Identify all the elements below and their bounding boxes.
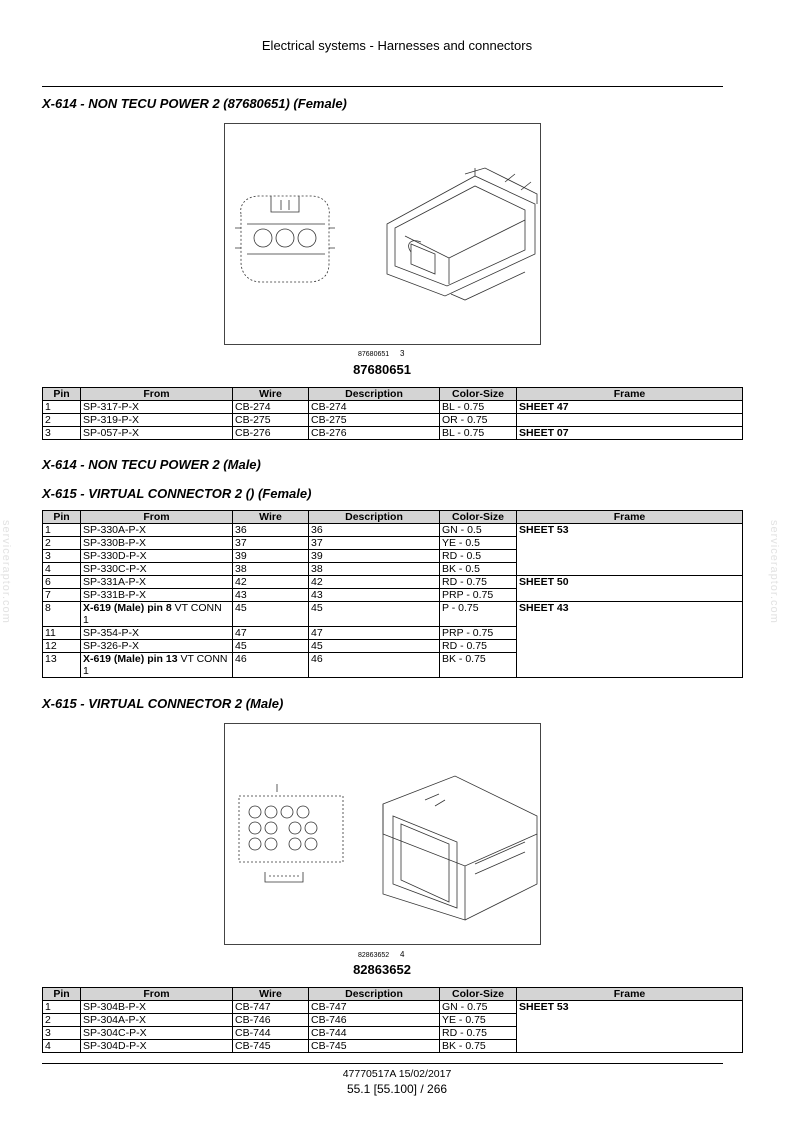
cell-from: SP-304D-P-X (81, 1040, 233, 1053)
table-header-row (43, 388, 743, 401)
cell-frame: SHEET 50 (517, 576, 743, 602)
col-header-wire: Wire (233, 988, 309, 1001)
col-header-description: Description (309, 988, 440, 1001)
cell-pin: 1 (43, 401, 81, 414)
cell-wire: 42 (233, 576, 309, 589)
cell-pin: 1 (43, 1001, 81, 1014)
cell-color-size: BK - 0.5 (440, 563, 517, 576)
cell-from: SP-330A-P-X (81, 524, 233, 537)
cell-from (81, 602, 233, 627)
cell-color-size: BL - 0.75 (440, 401, 517, 414)
figure-part-number: 87680651 (353, 362, 411, 377)
pin-table-x615-male (42, 987, 743, 1053)
cell-frame: SHEET 07 (517, 427, 743, 440)
connector-figure-82863652 (224, 723, 541, 945)
header-rule (42, 86, 723, 87)
connector-figure-87680651 (224, 123, 541, 345)
cell-pin: 11 (43, 627, 81, 640)
cell-wire: 38 (233, 563, 309, 576)
table-row (43, 414, 743, 427)
section-title-x615-male: X-615 - VIRTUAL CONNECTOR 2 (Male) (42, 696, 284, 711)
cell-frame: SHEET 43 (517, 602, 743, 678)
cell-from: SP-330B-P-X (81, 537, 233, 550)
cell-from: SP-330D-P-X (81, 550, 233, 563)
footer-doc-id: 47770517A 15/02/2017 (342, 1068, 452, 1080)
cell-pin: 4 (43, 563, 81, 576)
col-header-wire: Wire (233, 511, 309, 524)
cell-from: SP-330C-P-X (81, 563, 233, 576)
col-header-from: From (81, 988, 233, 1001)
cell-pin: 4 (43, 1040, 81, 1053)
cell-color-size: GN - 0.5 (440, 524, 517, 537)
cell-description: 36 (309, 524, 440, 537)
cell-color-size: PRP - 0.75 (440, 589, 517, 602)
footer-rule (42, 1063, 723, 1064)
cell-description: 43 (309, 589, 440, 602)
cell-wire: CB-744 (233, 1027, 309, 1040)
connector-ref-suffix: VT CONN 1 (83, 602, 222, 626)
cell-from: SP-304C-P-X (81, 1027, 233, 1040)
figure-code-small: 87680651 (358, 351, 390, 358)
cell-description: 46 (309, 653, 440, 678)
col-header-from: From (81, 511, 233, 524)
cell-color-size: PRP - 0.75 (440, 627, 517, 640)
cell-description: 45 (309, 640, 440, 653)
footer-page-number: 55.1 [55.100] / 266 (346, 1082, 448, 1096)
cell-pin: 3 (43, 427, 81, 440)
cell-description: CB-275 (309, 414, 440, 427)
cell-from: SP-354-P-X (81, 627, 233, 640)
cell-wire: 47 (233, 627, 309, 640)
table-header-row (43, 511, 743, 524)
cell-pin: 13 (43, 653, 81, 678)
cell-description: 42 (309, 576, 440, 589)
cell-pin: 2 (43, 537, 81, 550)
cell-color-size: P - 0.75 (440, 602, 517, 627)
table-row (43, 401, 743, 414)
cell-from (81, 653, 233, 678)
cell-frame (517, 414, 743, 427)
cell-description: CB-274 (309, 401, 440, 414)
cell-pin: 3 (43, 550, 81, 563)
cell-wire: 39 (233, 550, 309, 563)
cell-description: 37 (309, 537, 440, 550)
section-title-x614-female: X-614 - NON TECU POWER 2 (87680651) (Female) (42, 96, 347, 111)
cell-pin: 6 (43, 576, 81, 589)
table-header-row (43, 988, 743, 1001)
figure-index: 3 (400, 349, 405, 358)
connector-drawing-male (225, 724, 542, 946)
connector-ref: X-619 (Male) pin 8 (83, 602, 172, 614)
cell-description: CB-746 (309, 1014, 440, 1027)
cell-wire: CB-276 (233, 427, 309, 440)
cell-wire: 36 (233, 524, 309, 537)
figure-index: 4 (400, 950, 405, 959)
cell-color-size: GN - 0.75 (440, 1001, 517, 1014)
cell-pin: 2 (43, 414, 81, 427)
cell-pin: 7 (43, 589, 81, 602)
col-header-frame: Frame (517, 988, 743, 1001)
pin-table-x614-female (42, 387, 743, 440)
cell-from: SP-304A-P-X (81, 1014, 233, 1027)
col-header-frame: Frame (517, 388, 743, 401)
col-header-description: Description (309, 388, 440, 401)
cell-wire: CB-274 (233, 401, 309, 414)
figure-part-number: 82863652 (353, 962, 411, 977)
cell-frame: SHEET 47 (517, 401, 743, 414)
cell-color-size: RD - 0.75 (440, 640, 517, 653)
col-header-frame: Frame (517, 511, 743, 524)
table-row (43, 576, 743, 589)
section-title-x614-male: X-614 - NON TECU POWER 2 (Male) (42, 457, 261, 472)
cell-color-size: BK - 0.75 (440, 653, 517, 678)
table-row (43, 524, 743, 537)
page-header-title: Electrical systems - Harnesses and connectors (261, 38, 533, 53)
cell-wire: CB-747 (233, 1001, 309, 1014)
cell-from: SP-057-P-X (81, 427, 233, 440)
cell-pin: 8 (43, 602, 81, 627)
cell-description: CB-744 (309, 1027, 440, 1040)
cell-wire: CB-275 (233, 414, 309, 427)
col-header-color-size: Color-Size (440, 988, 517, 1001)
cell-wire: CB-745 (233, 1040, 309, 1053)
col-header-pin: Pin (43, 511, 81, 524)
watermark-right: serviceraptor.com (768, 520, 780, 624)
cell-description: CB-276 (309, 427, 440, 440)
cell-from: SP-331A-P-X (81, 576, 233, 589)
connector-ref: X-619 (Male) pin 13 (83, 653, 178, 665)
col-header-pin: Pin (43, 988, 81, 1001)
table-row (43, 1001, 743, 1014)
cell-pin: 3 (43, 1027, 81, 1040)
cell-color-size: YE - 0.75 (440, 1014, 517, 1027)
cell-from: SP-326-P-X (81, 640, 233, 653)
cell-pin: 12 (43, 640, 81, 653)
col-header-color-size: Color-Size (440, 388, 517, 401)
cell-wire: 46 (233, 653, 309, 678)
cell-description: CB-747 (309, 1001, 440, 1014)
cell-description: CB-745 (309, 1040, 440, 1053)
cell-pin: 2 (43, 1014, 81, 1027)
figure-code-small: 82863652 (358, 952, 390, 959)
cell-description: 45 (309, 602, 440, 627)
cell-wire: 45 (233, 602, 309, 627)
cell-pin: 1 (43, 524, 81, 537)
cell-color-size: RD - 0.75 (440, 1027, 517, 1040)
cell-color-size: RD - 0.5 (440, 550, 517, 563)
col-header-from: From (81, 388, 233, 401)
watermark-left: serviceraptor.com (0, 520, 12, 624)
table-row (43, 427, 743, 440)
col-header-color-size: Color-Size (440, 511, 517, 524)
cell-from: SP-319-P-X (81, 414, 233, 427)
cell-wire: 37 (233, 537, 309, 550)
col-header-description: Description (309, 511, 440, 524)
cell-wire: CB-746 (233, 1014, 309, 1027)
pin-table-x615-female (42, 510, 743, 678)
table-row (43, 602, 743, 627)
connector-drawing-female (225, 124, 542, 346)
cell-from: SP-304B-P-X (81, 1001, 233, 1014)
col-header-wire: Wire (233, 388, 309, 401)
cell-frame: SHEET 53 (517, 524, 743, 576)
cell-color-size: BL - 0.75 (440, 427, 517, 440)
cell-color-size: YE - 0.5 (440, 537, 517, 550)
cell-description: 38 (309, 563, 440, 576)
cell-description: 39 (309, 550, 440, 563)
connector-ref-suffix: VT CONN 1 (83, 653, 228, 677)
cell-wire: 45 (233, 640, 309, 653)
cell-from: SP-331B-P-X (81, 589, 233, 602)
cell-wire: 43 (233, 589, 309, 602)
cell-color-size: OR - 0.75 (440, 414, 517, 427)
section-title-x615-female: X-615 - VIRTUAL CONNECTOR 2 () (Female) (42, 486, 312, 501)
cell-description: 47 (309, 627, 440, 640)
cell-from: SP-317-P-X (81, 401, 233, 414)
cell-color-size: RD - 0.75 (440, 576, 517, 589)
col-header-pin: Pin (43, 388, 81, 401)
cell-frame: SHEET 53 (517, 1001, 743, 1053)
cell-color-size: BK - 0.75 (440, 1040, 517, 1053)
